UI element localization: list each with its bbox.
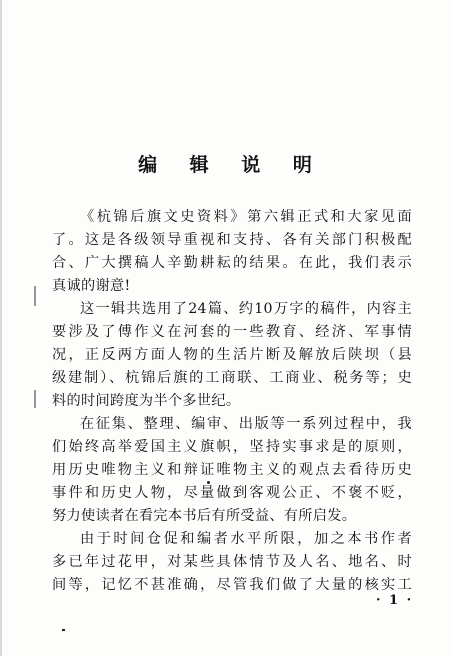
text-line: 由于时间仓促和编者水平所限，加之本书作者 [80,531,412,547]
text-line: 合、广大撰稿人辛勤耕耘的结果。在此，我们表示 [52,255,412,271]
text-line: 了。这是各级领导重视和支持、各有关部门积极配 [52,232,412,248]
text-line: 真诚的谢意! [52,278,131,294]
page-title: 编 辑 说 明 [138,154,325,176]
text-line: 们始终高举爱国主义旗帜，坚持实事求是的原则， [52,439,412,455]
scan-tick-mark [34,390,36,408]
text-line: 在征集、整理、编审、出版等一系列过程中，我 [80,416,412,432]
scan-dot [62,629,65,631]
text-line: 多已年过花甲，对某些具体情节及人名、地名、时 [52,554,412,570]
page-number: · 1 · [376,593,414,608]
text-line: 间等，记忆不甚准确，尽管我们做了大量的核实工 [52,577,412,593]
scan-edge-mark [0,0,2,656]
text-line: 事件和历史人物，尽量做到客观公正、不褒不贬， [52,485,412,501]
text-line: 级建制）、杭锦后旗的工商联、工商业、税务等；史 [52,370,412,386]
text-line: 这一辑共选用了24篇、约10万字的稿件，内容主 [80,301,412,317]
text-line: 要涉及了傅作义在河套的一些教育、经济、军事情 [52,324,412,340]
text-line: 料的时间跨度为半个多世纪。 [52,393,241,409]
text-line: 努力使读者在看完本书后有所受益、有所启发。 [52,508,357,524]
document-body [52,206,412,597]
scan-tick-mark [34,286,36,306]
text-line: 《杭锦后旗文史资料》第六辑正式和大家见面 [80,209,412,225]
text-line: 用历史唯物主义和辩证唯物主义的观点去看待历史 [52,462,412,478]
text-line: 况，正反两方面人物的生活片断及解放后陕坝（县 [52,347,412,363]
